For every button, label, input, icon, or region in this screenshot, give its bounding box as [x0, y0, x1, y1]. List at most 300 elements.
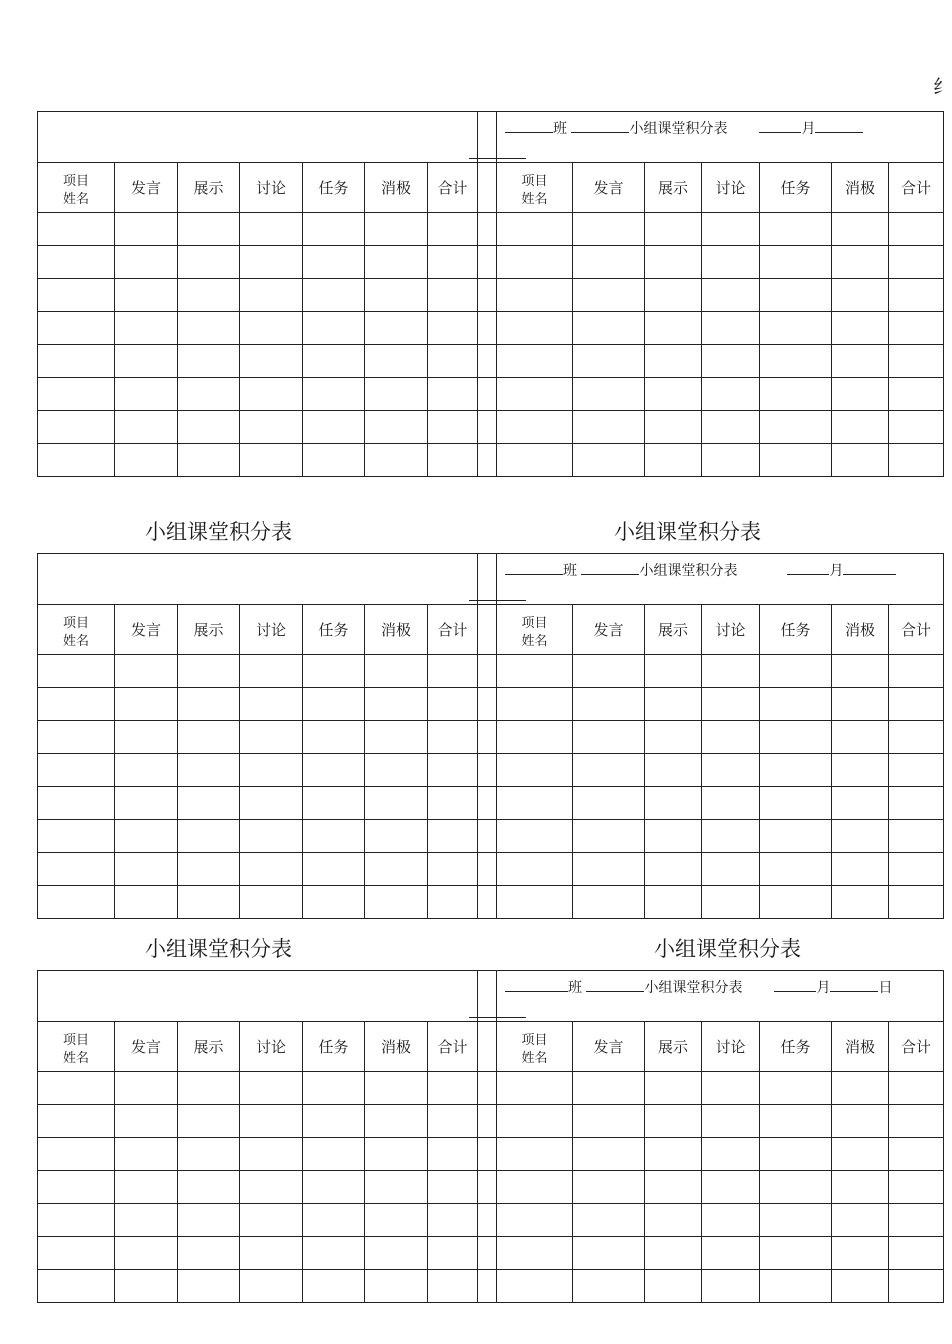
score-cell[interactable]	[702, 1138, 760, 1171]
score-cell[interactable]	[178, 853, 240, 886]
score-cell[interactable]	[760, 1270, 832, 1303]
score-cell[interactable]	[115, 886, 178, 919]
score-cell[interactable]	[240, 1072, 303, 1105]
score-cell[interactable]	[889, 312, 944, 345]
score-cell[interactable]	[178, 1237, 240, 1270]
score-cell[interactable]	[38, 853, 115, 886]
fill-in-blank[interactable]	[571, 118, 629, 133]
score-cell[interactable]	[428, 213, 478, 246]
fill-in-blank[interactable]	[787, 560, 829, 575]
score-cell[interactable]	[889, 820, 944, 853]
score-cell[interactable]	[889, 1204, 944, 1237]
score-cell[interactable]	[365, 1237, 428, 1270]
score-cell[interactable]	[303, 721, 365, 754]
score-cell[interactable]	[115, 721, 178, 754]
score-cell[interactable]	[38, 787, 115, 820]
score-cell[interactable]	[702, 1204, 760, 1237]
score-cell[interactable]	[178, 787, 240, 820]
score-cell[interactable]	[428, 754, 478, 787]
score-cell[interactable]	[760, 1204, 832, 1237]
score-cell[interactable]	[38, 1204, 115, 1237]
score-cell[interactable]	[178, 721, 240, 754]
score-cell[interactable]	[573, 655, 645, 688]
score-cell[interactable]	[365, 655, 428, 688]
score-cell[interactable]	[889, 1105, 944, 1138]
score-cell[interactable]	[38, 345, 115, 378]
score-cell[interactable]	[702, 213, 760, 246]
score-cell[interactable]	[178, 345, 240, 378]
score-cell[interactable]	[497, 820, 573, 853]
score-cell[interactable]	[832, 721, 889, 754]
score-cell[interactable]	[240, 213, 303, 246]
score-cell[interactable]	[889, 721, 944, 754]
score-cell[interactable]	[303, 345, 365, 378]
score-cell[interactable]	[38, 312, 115, 345]
score-cell[interactable]	[240, 411, 303, 444]
score-cell[interactable]	[115, 411, 178, 444]
score-cell[interactable]	[115, 853, 178, 886]
score-cell[interactable]	[645, 279, 702, 312]
score-cell[interactable]	[115, 1270, 178, 1303]
score-cell[interactable]	[645, 213, 702, 246]
score-cell[interactable]	[303, 1138, 365, 1171]
score-cell[interactable]	[497, 411, 573, 444]
score-cell[interactable]	[645, 754, 702, 787]
score-cell[interactable]	[573, 1138, 645, 1171]
score-cell[interactable]	[240, 754, 303, 787]
score-cell[interactable]	[178, 1204, 240, 1237]
score-cell[interactable]	[760, 279, 832, 312]
fill-in-blank[interactable]	[759, 118, 801, 133]
score-cell[interactable]	[303, 1105, 365, 1138]
score-cell[interactable]	[240, 820, 303, 853]
score-cell[interactable]	[889, 853, 944, 886]
score-cell[interactable]	[889, 345, 944, 378]
score-cell[interactable]	[497, 1105, 573, 1138]
score-cell[interactable]	[240, 1105, 303, 1138]
score-cell[interactable]	[115, 1171, 178, 1204]
score-cell[interactable]	[573, 279, 645, 312]
score-cell[interactable]	[497, 213, 573, 246]
score-cell[interactable]	[38, 411, 115, 444]
score-cell[interactable]	[38, 886, 115, 919]
score-cell[interactable]	[115, 345, 178, 378]
score-cell[interactable]	[240, 312, 303, 345]
score-cell[interactable]	[497, 279, 573, 312]
left-header-cell[interactable]	[38, 554, 478, 605]
score-cell[interactable]	[303, 1270, 365, 1303]
score-cell[interactable]	[832, 279, 889, 312]
score-cell[interactable]	[889, 1171, 944, 1204]
score-cell[interactable]	[645, 1105, 702, 1138]
score-cell[interactable]	[832, 1237, 889, 1270]
score-cell[interactable]	[428, 721, 478, 754]
score-cell[interactable]	[645, 1138, 702, 1171]
score-cell[interactable]	[303, 246, 365, 279]
score-cell[interactable]	[178, 1072, 240, 1105]
score-cell[interactable]	[645, 1237, 702, 1270]
score-cell[interactable]	[365, 1072, 428, 1105]
score-cell[interactable]	[115, 1237, 178, 1270]
score-cell[interactable]	[178, 886, 240, 919]
fill-in-blank[interactable]	[830, 977, 878, 992]
fill-in-blank[interactable]	[774, 977, 816, 992]
score-cell[interactable]	[303, 1171, 365, 1204]
score-cell[interactable]	[760, 1171, 832, 1204]
score-cell[interactable]	[760, 444, 832, 477]
score-cell[interactable]	[365, 853, 428, 886]
score-cell[interactable]	[428, 1105, 478, 1138]
score-cell[interactable]	[428, 853, 478, 886]
score-cell[interactable]	[365, 246, 428, 279]
score-cell[interactable]	[573, 411, 645, 444]
score-cell[interactable]	[38, 378, 115, 411]
score-cell[interactable]	[303, 886, 365, 919]
score-cell[interactable]	[178, 1138, 240, 1171]
score-cell[interactable]	[760, 213, 832, 246]
score-cell[interactable]	[303, 787, 365, 820]
score-cell[interactable]	[178, 246, 240, 279]
score-cell[interactable]	[889, 1270, 944, 1303]
score-cell[interactable]	[38, 1072, 115, 1105]
score-cell[interactable]	[573, 688, 645, 721]
score-cell[interactable]	[832, 312, 889, 345]
score-cell[interactable]	[889, 1138, 944, 1171]
score-cell[interactable]	[38, 213, 115, 246]
score-cell[interactable]	[115, 655, 178, 688]
score-cell[interactable]	[303, 655, 365, 688]
score-cell[interactable]	[702, 378, 760, 411]
score-cell[interactable]	[497, 1072, 573, 1105]
score-cell[interactable]	[115, 820, 178, 853]
score-cell[interactable]	[573, 312, 645, 345]
score-cell[interactable]	[702, 688, 760, 721]
score-cell[interactable]	[760, 787, 832, 820]
score-cell[interactable]	[889, 655, 944, 688]
score-cell[interactable]	[760, 1138, 832, 1171]
score-cell[interactable]	[832, 820, 889, 853]
score-cell[interactable]	[889, 886, 944, 919]
score-cell[interactable]	[645, 444, 702, 477]
score-cell[interactable]	[178, 754, 240, 787]
score-cell[interactable]	[645, 1204, 702, 1237]
score-cell[interactable]	[497, 655, 573, 688]
score-cell[interactable]	[38, 721, 115, 754]
score-cell[interactable]	[365, 378, 428, 411]
score-cell[interactable]	[365, 312, 428, 345]
score-cell[interactable]	[497, 444, 573, 477]
score-cell[interactable]	[38, 279, 115, 312]
score-cell[interactable]	[178, 1171, 240, 1204]
score-cell[interactable]	[760, 345, 832, 378]
score-cell[interactable]	[178, 378, 240, 411]
score-cell[interactable]	[832, 1072, 889, 1105]
score-cell[interactable]	[38, 1171, 115, 1204]
score-cell[interactable]	[497, 721, 573, 754]
score-cell[interactable]	[240, 886, 303, 919]
score-cell[interactable]	[178, 279, 240, 312]
score-cell[interactable]	[428, 246, 478, 279]
score-cell[interactable]	[760, 1072, 832, 1105]
fill-in-blank[interactable]	[843, 560, 896, 575]
score-cell[interactable]	[115, 1105, 178, 1138]
score-cell[interactable]	[428, 378, 478, 411]
score-cell[interactable]	[38, 1270, 115, 1303]
score-cell[interactable]	[832, 886, 889, 919]
score-cell[interactable]	[889, 213, 944, 246]
score-cell[interactable]	[832, 345, 889, 378]
score-cell[interactable]	[760, 411, 832, 444]
score-cell[interactable]	[645, 721, 702, 754]
fill-in-blank[interactable]	[505, 560, 563, 575]
fill-in-blank[interactable]	[586, 977, 644, 992]
score-cell[interactable]	[178, 688, 240, 721]
score-cell[interactable]	[702, 820, 760, 853]
score-cell[interactable]	[760, 1237, 832, 1270]
score-cell[interactable]	[645, 378, 702, 411]
score-cell[interactable]	[365, 411, 428, 444]
score-cell[interactable]	[573, 1270, 645, 1303]
score-cell[interactable]	[702, 853, 760, 886]
score-cell[interactable]	[428, 1204, 478, 1237]
score-cell[interactable]	[832, 754, 889, 787]
score-cell[interactable]	[889, 688, 944, 721]
score-cell[interactable]	[365, 1171, 428, 1204]
score-cell[interactable]	[115, 787, 178, 820]
score-cell[interactable]	[497, 754, 573, 787]
score-cell[interactable]	[38, 688, 115, 721]
score-cell[interactable]	[645, 655, 702, 688]
score-cell[interactable]	[573, 1204, 645, 1237]
score-cell[interactable]	[832, 1138, 889, 1171]
score-cell[interactable]	[760, 886, 832, 919]
score-cell[interactable]	[365, 787, 428, 820]
score-cell[interactable]	[303, 1237, 365, 1270]
score-cell[interactable]	[702, 1105, 760, 1138]
score-cell[interactable]	[497, 378, 573, 411]
score-cell[interactable]	[573, 444, 645, 477]
score-cell[interactable]	[240, 246, 303, 279]
score-cell[interactable]	[365, 688, 428, 721]
score-cell[interactable]	[240, 853, 303, 886]
score-cell[interactable]	[889, 378, 944, 411]
score-cell[interactable]	[240, 1270, 303, 1303]
score-cell[interactable]	[889, 246, 944, 279]
score-cell[interactable]	[428, 1072, 478, 1105]
score-cell[interactable]	[365, 1270, 428, 1303]
score-cell[interactable]	[889, 279, 944, 312]
score-cell[interactable]	[573, 721, 645, 754]
score-cell[interactable]	[760, 688, 832, 721]
score-cell[interactable]	[832, 246, 889, 279]
score-cell[interactable]	[497, 1171, 573, 1204]
score-cell[interactable]	[832, 655, 889, 688]
score-cell[interactable]	[115, 688, 178, 721]
score-cell[interactable]	[428, 1237, 478, 1270]
score-cell[interactable]	[573, 213, 645, 246]
score-cell[interactable]	[889, 411, 944, 444]
score-cell[interactable]	[573, 1072, 645, 1105]
score-cell[interactable]	[303, 312, 365, 345]
left-header-cell[interactable]	[38, 971, 478, 1022]
score-cell[interactable]	[573, 787, 645, 820]
score-cell[interactable]	[115, 312, 178, 345]
score-cell[interactable]	[702, 444, 760, 477]
score-cell[interactable]	[240, 378, 303, 411]
score-cell[interactable]	[497, 1204, 573, 1237]
score-cell[interactable]	[240, 655, 303, 688]
score-cell[interactable]	[497, 1270, 573, 1303]
score-cell[interactable]	[645, 1072, 702, 1105]
fill-in-blank[interactable]	[469, 600, 526, 601]
score-cell[interactable]	[573, 1237, 645, 1270]
score-cell[interactable]	[178, 312, 240, 345]
score-cell[interactable]	[428, 820, 478, 853]
score-cell[interactable]	[702, 345, 760, 378]
score-cell[interactable]	[115, 213, 178, 246]
score-cell[interactable]	[428, 345, 478, 378]
score-cell[interactable]	[889, 1072, 944, 1105]
score-cell[interactable]	[365, 886, 428, 919]
score-cell[interactable]	[38, 246, 115, 279]
score-cell[interactable]	[573, 820, 645, 853]
score-cell[interactable]	[303, 411, 365, 444]
score-cell[interactable]	[702, 279, 760, 312]
score-cell[interactable]	[240, 721, 303, 754]
score-cell[interactable]	[832, 853, 889, 886]
score-cell[interactable]	[365, 1138, 428, 1171]
score-cell[interactable]	[303, 1204, 365, 1237]
score-cell[interactable]	[497, 312, 573, 345]
score-cell[interactable]	[115, 1204, 178, 1237]
fill-in-blank[interactable]	[469, 158, 526, 159]
score-cell[interactable]	[428, 411, 478, 444]
score-cell[interactable]	[645, 345, 702, 378]
score-cell[interactable]	[365, 721, 428, 754]
score-cell[interactable]	[702, 754, 760, 787]
score-cell[interactable]	[702, 721, 760, 754]
score-cell[interactable]	[702, 655, 760, 688]
score-cell[interactable]	[303, 1072, 365, 1105]
score-cell[interactable]	[38, 444, 115, 477]
score-cell[interactable]	[832, 213, 889, 246]
score-cell[interactable]	[702, 1171, 760, 1204]
score-cell[interactable]	[428, 688, 478, 721]
score-cell[interactable]	[645, 886, 702, 919]
score-cell[interactable]	[832, 1204, 889, 1237]
score-cell[interactable]	[428, 1171, 478, 1204]
score-cell[interactable]	[303, 853, 365, 886]
score-cell[interactable]	[38, 754, 115, 787]
score-cell[interactable]	[760, 312, 832, 345]
score-cell[interactable]	[702, 411, 760, 444]
score-cell[interactable]	[115, 246, 178, 279]
score-cell[interactable]	[428, 787, 478, 820]
score-cell[interactable]	[702, 1270, 760, 1303]
score-cell[interactable]	[38, 820, 115, 853]
score-cell[interactable]	[497, 345, 573, 378]
score-cell[interactable]	[760, 853, 832, 886]
score-cell[interactable]	[573, 853, 645, 886]
score-cell[interactable]	[573, 1171, 645, 1204]
score-cell[interactable]	[428, 1138, 478, 1171]
score-cell[interactable]	[573, 345, 645, 378]
score-cell[interactable]	[889, 444, 944, 477]
score-cell[interactable]	[428, 655, 478, 688]
score-cell[interactable]	[365, 1105, 428, 1138]
score-cell[interactable]	[178, 213, 240, 246]
score-cell[interactable]	[365, 754, 428, 787]
score-cell[interactable]	[702, 312, 760, 345]
score-cell[interactable]	[303, 688, 365, 721]
fill-in-blank[interactable]	[505, 977, 568, 992]
score-cell[interactable]	[178, 411, 240, 444]
score-cell[interactable]	[365, 279, 428, 312]
score-cell[interactable]	[760, 378, 832, 411]
score-cell[interactable]	[240, 1138, 303, 1171]
score-cell[interactable]	[303, 213, 365, 246]
score-cell[interactable]	[645, 688, 702, 721]
score-cell[interactable]	[760, 246, 832, 279]
score-cell[interactable]	[115, 279, 178, 312]
score-cell[interactable]	[303, 444, 365, 477]
score-cell[interactable]	[645, 787, 702, 820]
score-cell[interactable]	[428, 444, 478, 477]
score-cell[interactable]	[38, 1138, 115, 1171]
score-cell[interactable]	[115, 1072, 178, 1105]
score-cell[interactable]	[760, 721, 832, 754]
score-cell[interactable]	[497, 787, 573, 820]
score-cell[interactable]	[832, 688, 889, 721]
score-cell[interactable]	[178, 444, 240, 477]
score-cell[interactable]	[702, 1072, 760, 1105]
score-cell[interactable]	[497, 246, 573, 279]
score-cell[interactable]	[115, 754, 178, 787]
score-cell[interactable]	[115, 1138, 178, 1171]
fill-in-blank[interactable]	[505, 118, 553, 133]
score-cell[interactable]	[645, 411, 702, 444]
score-cell[interactable]	[303, 378, 365, 411]
fill-in-blank[interactable]	[815, 118, 863, 133]
score-cell[interactable]	[832, 1270, 889, 1303]
score-cell[interactable]	[38, 1105, 115, 1138]
score-cell[interactable]	[645, 1270, 702, 1303]
score-cell[interactable]	[832, 787, 889, 820]
score-cell[interactable]	[178, 655, 240, 688]
score-cell[interactable]	[178, 820, 240, 853]
score-cell[interactable]	[303, 279, 365, 312]
score-cell[interactable]	[645, 312, 702, 345]
score-cell[interactable]	[240, 1237, 303, 1270]
score-cell[interactable]	[832, 1171, 889, 1204]
score-cell[interactable]	[365, 213, 428, 246]
score-cell[interactable]	[365, 444, 428, 477]
score-cell[interactable]	[428, 886, 478, 919]
score-cell[interactable]	[832, 444, 889, 477]
score-cell[interactable]	[832, 411, 889, 444]
score-cell[interactable]	[889, 1237, 944, 1270]
score-cell[interactable]	[832, 378, 889, 411]
score-cell[interactable]	[760, 754, 832, 787]
score-cell[interactable]	[365, 345, 428, 378]
score-cell[interactable]	[240, 787, 303, 820]
score-cell[interactable]	[240, 1171, 303, 1204]
score-cell[interactable]	[645, 246, 702, 279]
score-cell[interactable]	[702, 246, 760, 279]
fill-in-blank[interactable]	[469, 1017, 526, 1018]
score-cell[interactable]	[178, 1270, 240, 1303]
score-cell[interactable]	[702, 787, 760, 820]
